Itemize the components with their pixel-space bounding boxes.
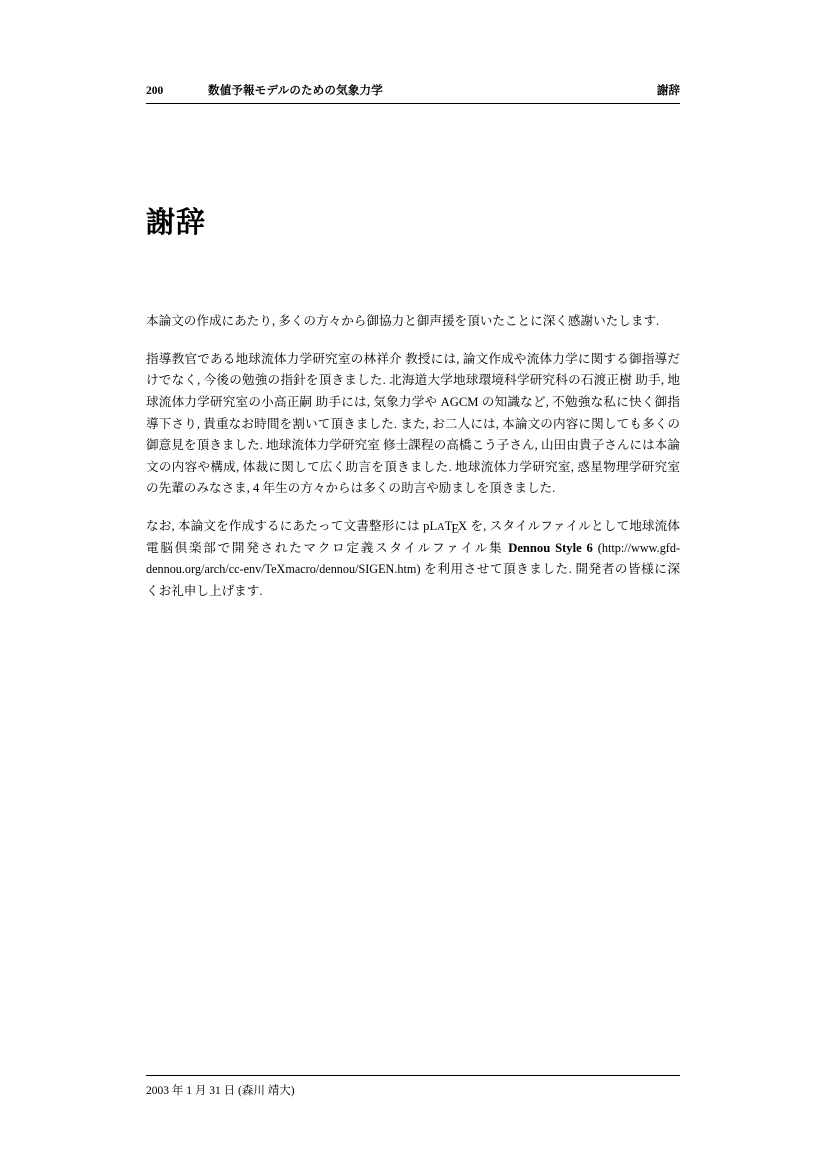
chapter-running-head: 謝辞 [657,85,680,97]
page-number: 200 [146,85,164,97]
paragraph-2: 指導教官である地球流体力学研究室の林祥介 教授には, 論文作成や流体力学に関する御指導だけでなく, 今後の勉強の指針を頂きました. 北海道大学地球環境科学研究科の石渡正樹 助手, 地球流体力学研究室の小高正嗣 助手には, 気象力学や AGCM の知識など, 不勉強な私に快く御指導下さり, 貴重なお時間を割いて頂きました. また, お二人には, 本論文の内容に関しても多くの御意見を頂きました. 地球流体力学研究室 修士課程の高橋こう子さん, 山田由貴子さんには本論文の内容や構成, 体裁に関して広く助言を頂きました. 地球流体力学研究室, 惑星物理学研究室の先輩のみなさま, 4 年生の方々からは多くの助言や励ましを頂きました. [146,351,680,496]
paragraph-3-text-c: ( [592,540,602,555]
paragraph-3-text-b: を, スタイルファイルとして地球流体電脳倶楽部で開発されたマクロ定義スタイルファイル集 [146,519,680,555]
page-content [146,82,680,603]
style-file-name: Dennou Style 6 [508,540,593,555]
footer-divider [146,1075,680,1076]
paragraph-1: 本論文の作成にあたり, 多くの方々から御協力と御声援を頂いたことに深く感謝いたします. [146,313,660,328]
body-text [146,311,680,603]
book-title: 数値予報モデルのための気象力学 [208,85,383,97]
running-head [146,82,680,104]
paragraph-3-text-d: ) を利用させて頂きました. 開発者の皆様に深くお礼申し上げます. [146,562,680,599]
paragraph-3-text-a: なお, 本論文を作成するにあたって文書整形には [146,519,424,534]
chapter-title: 謝辞 [146,207,207,239]
dennou-style-url[interactable]: http://www.gfd-dennou.org/arch/cc-env/TeXmacro/dennou/SIGEN.htm [146,540,681,577]
paragraph-3 [146,516,680,603]
platex-logo: pLATEX [423,519,468,536]
footer-text: 2003 年 1 月 31 日 (森川 靖大) [146,1085,295,1097]
